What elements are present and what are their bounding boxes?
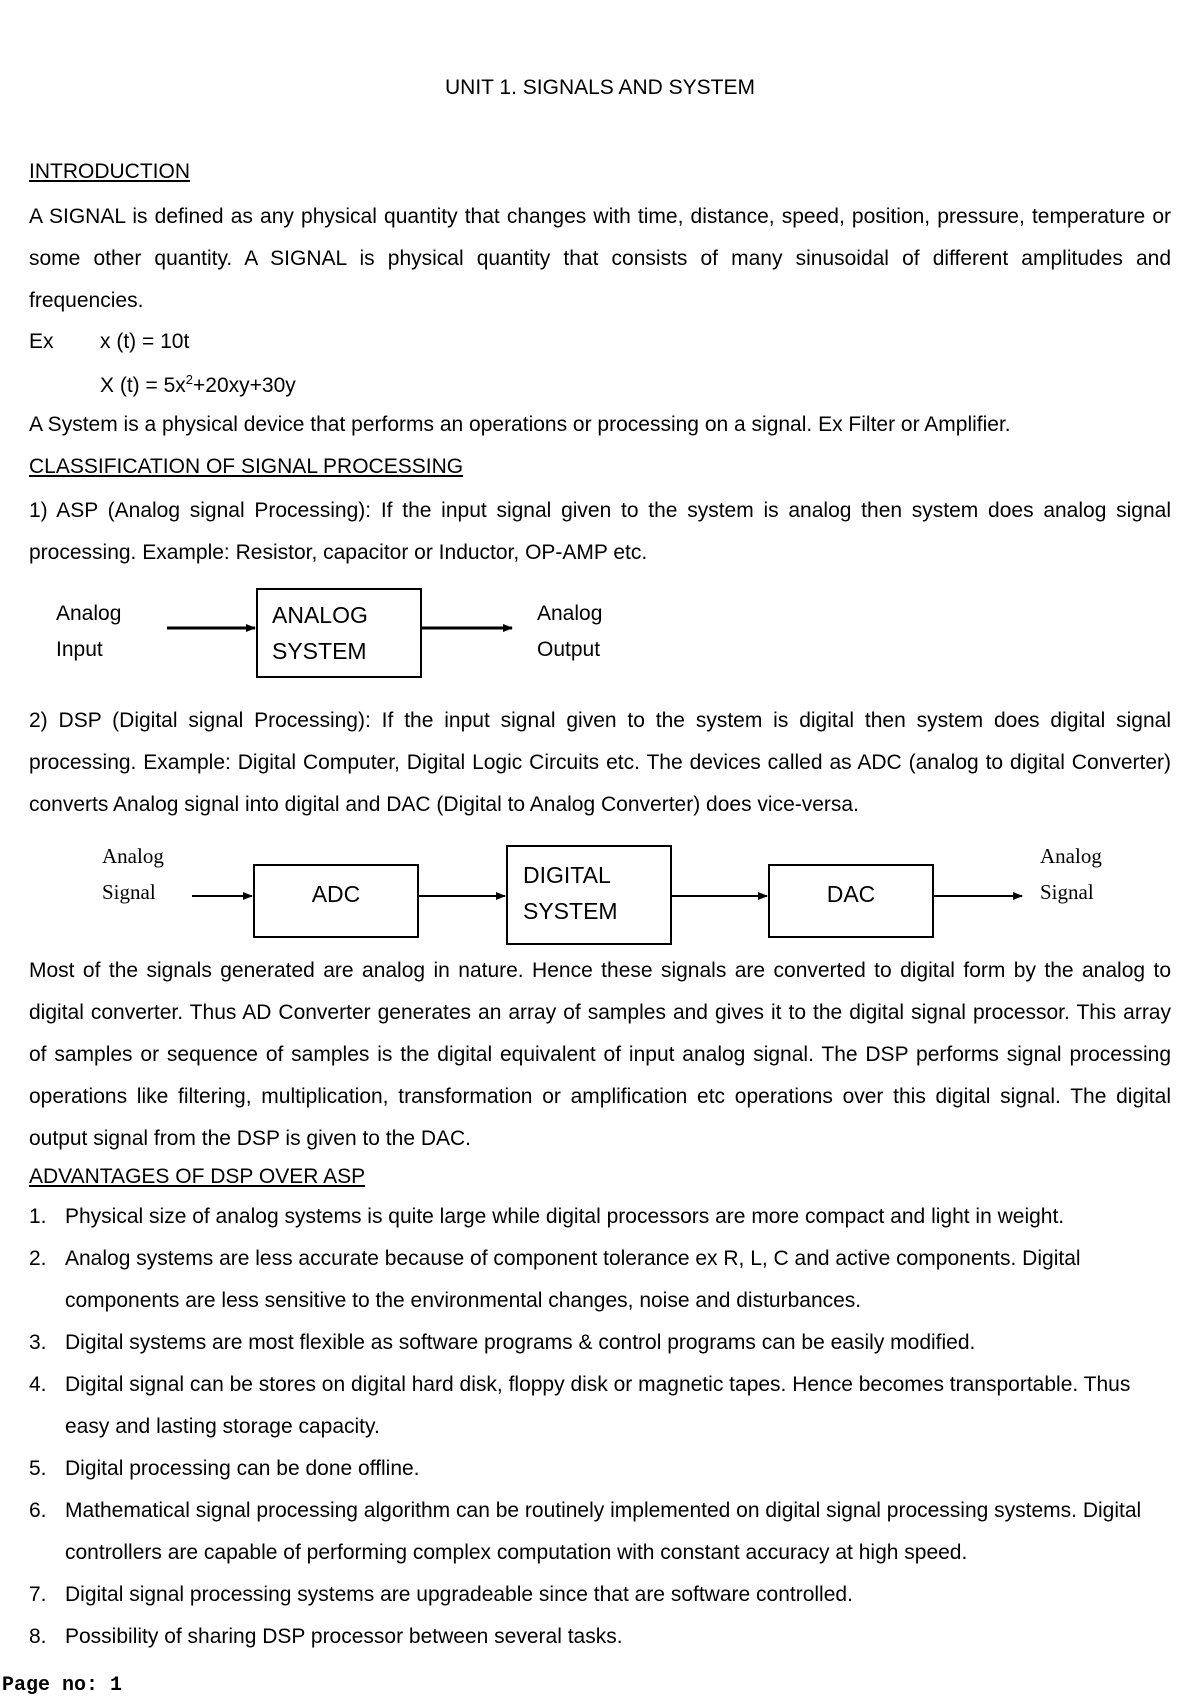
advantages-list	[29, 1196, 1179, 1658]
list-item: 1. Physical size of analog systems is quite large while digital processors are more compact and light in weight.	[29, 1205, 1065, 1228]
dsp-paragraph: 2) DSP (Digital signal Processing): If the input signal given to the system is digital then system does digital signal processing. Example: Digital Computer, Digital Logic Circuits etc. The devices called as ADC (analog to digital Converter) converts Analog signal into digital and DAC (Digital to Analog Converter) does vice-versa.	[29, 709, 1171, 816]
list-item: 2. Analog systems are less accurate because of component tolerance ex R, L, C and active components. Digital components are less sensitive to the environmental changes, noise and disturbances.	[29, 1247, 1081, 1312]
page-title: UNIT 1. SIGNALS AND SYSTEM	[444, 76, 756, 99]
list-item: 3. Digital systems are most flexible as software programs & control programs can be easily modified.	[29, 1331, 976, 1354]
equation-2: X $(t) = 5x^2+20xy+30y$	[100, 372, 296, 397]
introduction-heading: INTRODUCTION	[29, 160, 190, 183]
summary-paragraph: Most of the signals generated are analog in nature. Hence these signals are converted to digital form by the analog to digital converter. Thus AD Converter generates an array of samples and gives it to the digital signal processor. This array of samples or sequence of samples is the digital equivalent of input analog signal. The DSP performs signal processing operations like filtering, multiplication, transformation or amplification etc operations over this digital signal. The digital output signal from the DSP is given to the DAC.	[29, 959, 1171, 1150]
list-item: 6. Mathematical signal processing algorithm can be routinely implemented on digital signal processing systems. Digital controllers are capable of performing complex computation with constant accuracy at high speed.	[29, 1499, 1142, 1564]
list-item: 8. Possibility of sharing DSP processor between several tasks.	[29, 1625, 623, 1648]
system-definition: A System is a physical device that performs an operations or processing on a signal. Ex Filter or Amplifier.	[29, 413, 1011, 436]
digital-system-label: DIGITAL SYSTEM	[523, 862, 618, 924]
asp-paragraph: 1) ASP (Analog signal Processing): If the input signal given to the system is analog then system does analog signal processing. Example: Resistor, capacitor or Inductor, OP-AMP etc.	[29, 499, 1171, 564]
adc-label: ADC	[311, 881, 361, 907]
asp-input-label: Analog Input	[56, 602, 122, 661]
dac-label: DAC	[826, 881, 876, 907]
advantages-heading: ADVANTAGES OF DSP OVER ASP	[29, 1165, 366, 1188]
signal-definition-paragraph: A SIGNAL is defined as any physical quantity that changes with time, distance, speed, position, pressure, temperature or some other quantity. A SIGNAL is physical quantity that consists of many sinusoidal of different amplitudes and frequencies.	[29, 205, 1171, 312]
equation-1: x (t) = 10t	[100, 330, 190, 353]
list-item: 5. Digital processing can be done offline.	[29, 1457, 420, 1480]
page-number-footer: Page no: 1	[2, 1674, 123, 1697]
dsp-input-label: Analog Signal	[102, 844, 164, 904]
asp-output-label: Analog Output	[537, 602, 603, 661]
analog-system-label: ANALOG SYSTEM	[272, 602, 368, 664]
list-item: 7. Digital signal processing systems are upgradeable since that are software controlled.	[29, 1583, 853, 1606]
dsp-output-label: Analog Signal	[1040, 844, 1102, 904]
example-label: Ex	[29, 330, 54, 353]
list-item: 4. Digital signal can be stores on digital hard disk, floppy disk or magnetic tapes. Hence becomes transportable. Thus easy and lasting storage capacity.	[29, 1373, 1131, 1438]
classification-heading: CLASSIFICATION OF SIGNAL PROCESSING	[29, 455, 464, 478]
